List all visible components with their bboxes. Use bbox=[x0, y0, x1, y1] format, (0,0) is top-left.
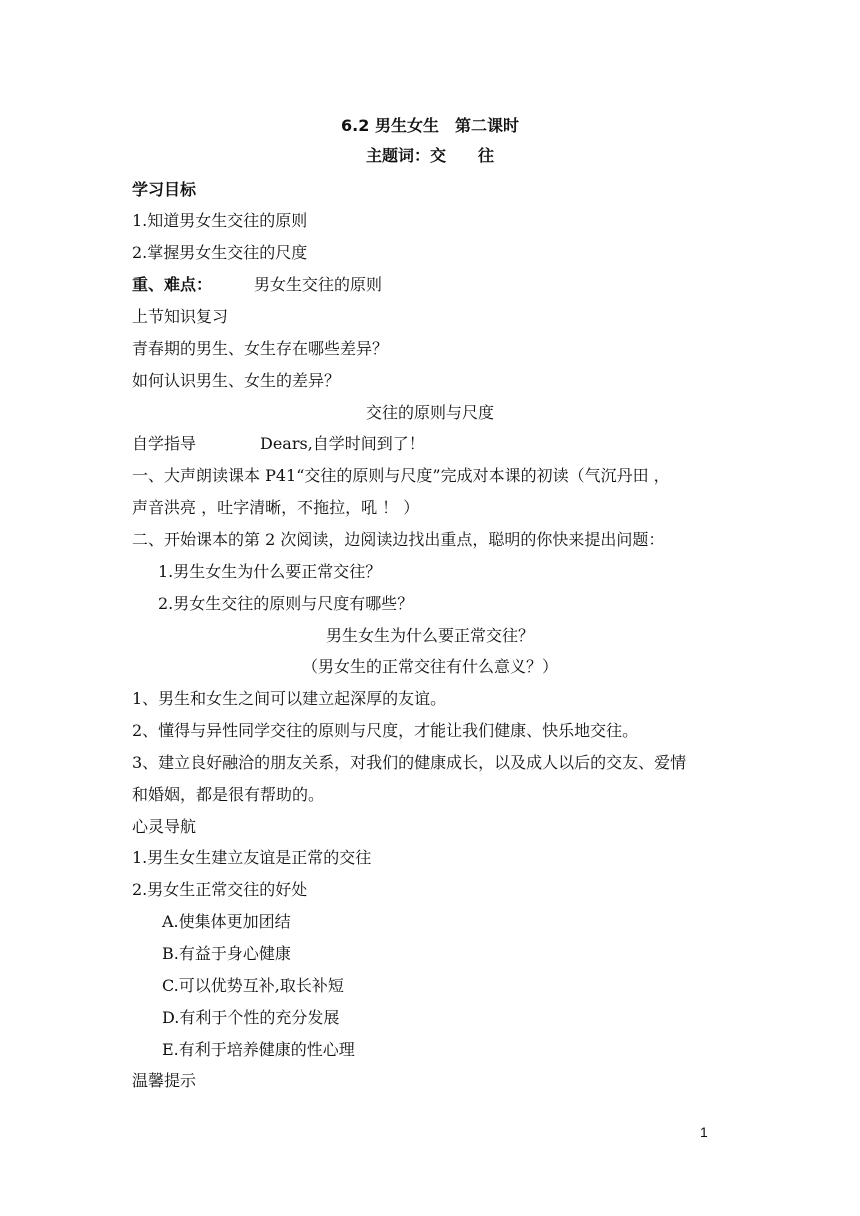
answer-item: 2、懂得与异性同学交往的原则与尺度，才能让我们健康、快乐地交往。 bbox=[132, 721, 639, 740]
why-subtitle: （男女生的正常交往有什么意义？） bbox=[301, 657, 558, 676]
self-study-label: 自学指导 bbox=[132, 434, 197, 453]
benefit-item: C.可以优势互补,取长补短 bbox=[162, 976, 344, 995]
step-1-line-1: 一、大声朗读课本 P41“交往的原则与尺度”完成对本课的初读（气沉丹田 ， bbox=[132, 466, 670, 485]
step-1-line-2: 声音洪亮 ，吐字清晰，不拖拉，吼 ！ ） bbox=[132, 498, 420, 517]
benefit-item: B.有益于身心健康 bbox=[162, 944, 291, 963]
benefit-item: D.有利于个性的充分发展 bbox=[162, 1008, 340, 1027]
section-title: 交往的原则与尺度 bbox=[365, 403, 494, 422]
review-question: 如何认识男生、女生的差异？ bbox=[132, 371, 341, 390]
benefit-item: A.使集体更加团结 bbox=[162, 912, 291, 931]
goal-item: 2.掌握男女生交往的尺度 bbox=[132, 243, 308, 262]
page-title: 6.2 男生女生 第二课时 bbox=[341, 116, 519, 135]
why-title: 男生女生为什么要正常交往？ bbox=[325, 626, 534, 645]
subtitle: 主题词：交 往 bbox=[365, 146, 494, 165]
answer-item-continued: 和婚姻，都是很有帮助的。 bbox=[132, 785, 325, 804]
goals-heading: 学习目标 bbox=[132, 180, 197, 199]
answer-item: 1、男生和女生之间可以建立起深厚的友谊。 bbox=[132, 689, 447, 708]
key-label: 重、难点： bbox=[132, 275, 213, 294]
page-number: 1 bbox=[700, 1124, 708, 1140]
question-item: 1.男生女生为什么要正常交往？ bbox=[158, 562, 382, 581]
answer-item: 3、建立良好融洽的朋友关系，对我们的健康成长，以及成人以后的交友、爱情 bbox=[132, 753, 687, 772]
guide-item: 1.男生女生建立友谊是正常的交往 bbox=[132, 848, 372, 867]
step-2: 二、开始课本的第 2 次阅读，边阅读边找出重点，聪明的你快来提出问题： bbox=[132, 530, 665, 549]
key-text: 男女生交往的原则 bbox=[254, 275, 383, 294]
guide-item: 2.男女生正常交往的好处 bbox=[132, 880, 308, 899]
review-question: 青春期的男生、女生存在哪些差异？ bbox=[132, 339, 389, 358]
question-item: 2.男女生交往的原则与尺度有哪些？ bbox=[158, 594, 414, 613]
goal-item: 1.知道男女生交往的原则 bbox=[132, 211, 308, 230]
benefit-item: E.有利于培养健康的性心理 bbox=[162, 1040, 355, 1059]
tips-heading: 温馨提示 bbox=[132, 1071, 197, 1090]
guide-heading: 心灵导航 bbox=[132, 817, 197, 836]
self-study-text: Dears,自学时间到了！ bbox=[260, 434, 425, 453]
review-heading: 上节知识复习 bbox=[132, 307, 229, 326]
